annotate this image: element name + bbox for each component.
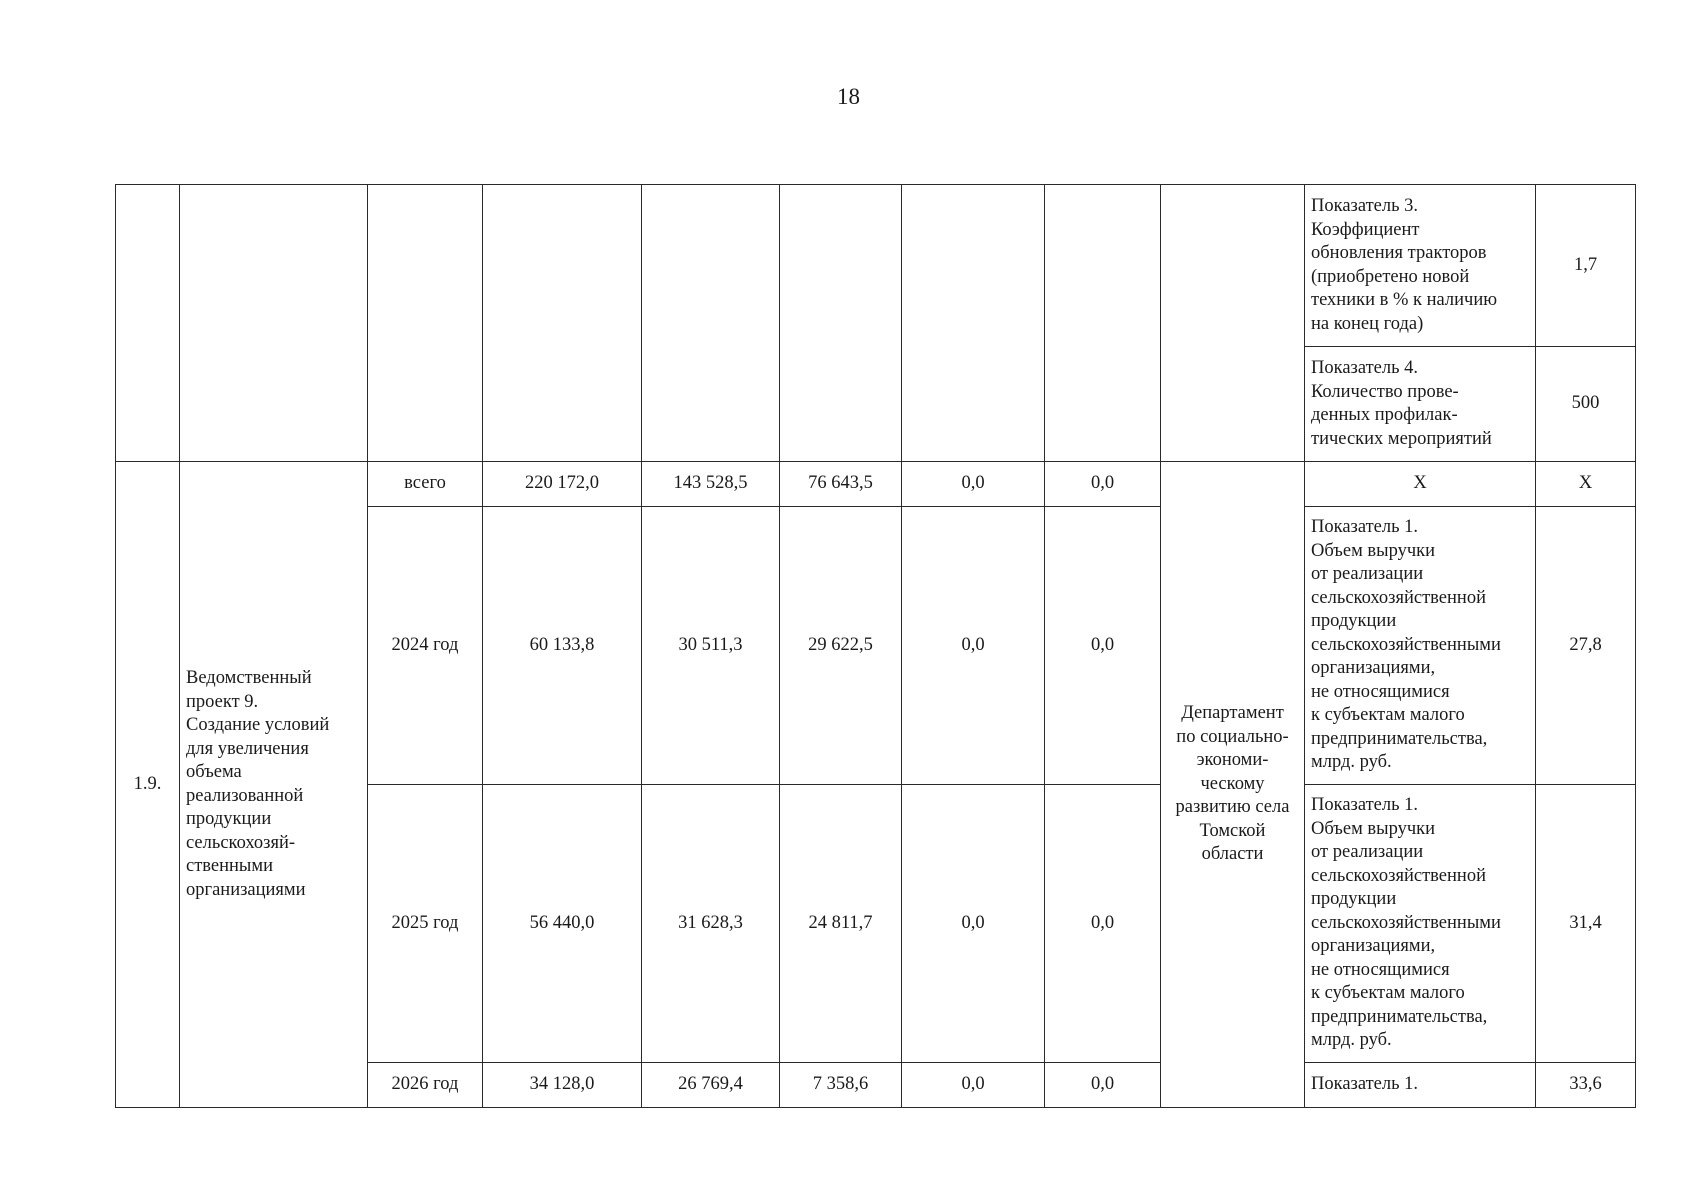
indicator-cell: Показатель 3. Коэффициент обновления тракторов (приобретено новой техники в % к наличию на конец года) [1305,185,1536,347]
total-cell: 56 440,0 [483,785,642,1063]
program-table [115,184,1636,1108]
total-cell: 60 133,8 [483,507,642,785]
amount-cell: 0,0 [902,462,1045,507]
amount-cell: 0,0 [1045,462,1161,507]
empty-cell-responsible [1161,185,1305,462]
empty-cell-col4 [1045,185,1161,462]
amount-cell: 31 628,3 [642,785,780,1063]
empty-cell-period [368,185,483,462]
amount-cell: 7 358,6 [780,1063,902,1108]
amount-cell: 0,0 [1045,785,1161,1063]
amount-cell: 0,0 [902,1063,1045,1108]
indicator-cell: Показатель 1. Объем выручки от реализации сельскохозяйственной продукции сельскохозяйственными организациями, не относящимися к субъектам малого предпринимательства, млрд. руб. [1305,785,1536,1063]
amount-cell: 0,0 [902,507,1045,785]
amount-cell: 0,0 [1045,507,1161,785]
indicator-value: 33,6 [1536,1063,1636,1108]
empty-cell-total [483,185,642,462]
empty-cell-col1 [642,185,780,462]
table-row [116,462,1636,507]
item-number: 1.9. [116,462,180,1108]
empty-cell-col2 [780,185,902,462]
responsible-cell: Департамент по социально- экономи- ческому развитию села Томской области [1161,462,1305,1108]
indicator-value: X [1536,462,1636,507]
amount-cell: 143 528,5 [642,462,780,507]
period-cell: 2024 год [368,507,483,785]
amount-cell: 26 769,4 [642,1063,780,1108]
page-number: 18 [837,84,860,109]
amount-cell: 24 811,7 [780,785,902,1063]
empty-cell-number [116,185,180,462]
total-cell: 220 172,0 [483,462,642,507]
amount-cell: 29 622,5 [780,507,902,785]
total-cell: 34 128,0 [483,1063,642,1108]
item-name: Ведомственный проект 9. Создание условий для увеличения объема реализованной продукции сельскохозяй- ственными организациями [180,462,368,1108]
period-cell: всего [368,462,483,507]
amount-cell: 0,0 [902,785,1045,1063]
indicator-cell: Показатель 1. Объем выручки от реализации сельскохозяйственной продукции сельскохозяйственными организациями, не относящимися к субъектам малого предпринимательства, млрд. руб. [1305,507,1536,785]
indicator-value: 27,8 [1536,507,1636,785]
table-row [116,185,1636,347]
amount-cell: 76 643,5 [780,462,902,507]
empty-cell-name [180,185,368,462]
indicator-value: 500 [1536,347,1636,462]
period-cell: 2025 год [368,785,483,1063]
indicator-cell: Показатель 1. [1305,1063,1536,1108]
period-cell: 2026 год [368,1063,483,1108]
amount-cell: 30 511,3 [642,507,780,785]
indicator-cell: X [1305,462,1536,507]
amount-cell: 0,0 [1045,1063,1161,1108]
indicator-cell: Показатель 4. Количество прове- денных профилак- тических мероприятий [1305,347,1536,462]
empty-cell-col3 [902,185,1045,462]
indicator-value: 1,7 [1536,185,1636,347]
indicator-value: 31,4 [1536,785,1636,1063]
